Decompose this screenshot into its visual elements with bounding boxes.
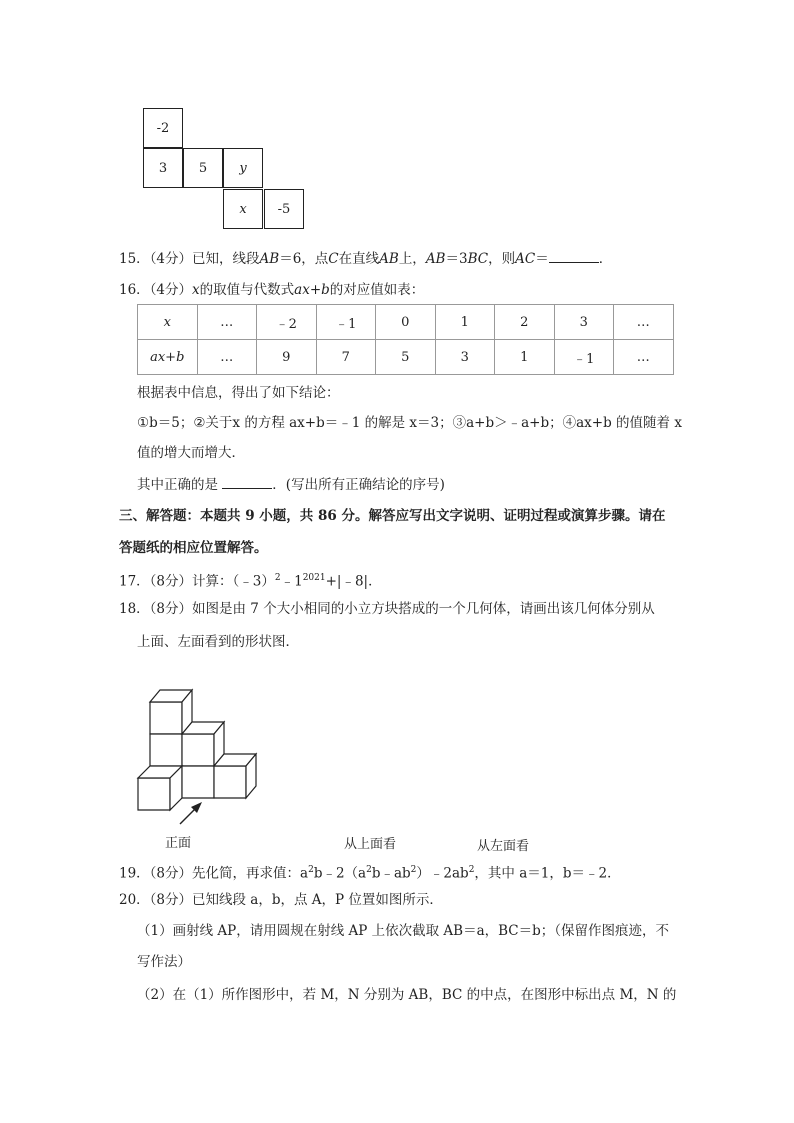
caption-front: 正面 [165,836,192,851]
question-20-part1-cont: 写作法） [137,954,191,970]
table-row: x … ﹣2 ﹣1 0 1 2 3 … [138,305,674,340]
question-16: 16．（4分）x的取值与代数式ax+b的对应值如表： [119,282,425,298]
answer-blank [222,474,272,489]
question-18: 18．（8分）如图是由 7 个大小相同的小立方块搭成的一个几何体，请画出该几何体分别从 [119,601,655,617]
caption-top-view: 从上面看 [344,837,397,852]
table-row: ax+b … 9 7 5 3 1 ﹣1 … [138,340,674,375]
question-18-cont: 上面、左面看到的形状图． [137,634,299,650]
caption-left-view: 从左面看 [477,839,530,854]
net-cell: x [223,189,263,229]
front-arrow-icon [176,798,206,828]
cube-stack-figure [130,682,270,812]
section-title-cont: 答题纸的相应位置解答。 [119,540,268,556]
net-cell: y [223,148,263,188]
answer-blank [549,248,599,263]
question-19: 19．（8分）先化简，再求值：$a^2b﹣2(a^2b﹣ab^2)﹣2ab^2$，其中 a＝1，b＝﹣2． [119,865,621,882]
value-table [137,304,674,375]
net-cell: -5 [264,189,304,229]
question-20-part1: （1）画射线 AP，请用圆规在射线 AP 上依次截取 AB＝a，BC＝b；（保留作图痕迹，不 [137,923,670,939]
net-cell: 5 [183,148,223,188]
q16-line3: 值的增大而增大． [137,445,245,461]
question-20: 20．（8分）已知线段 a，b，点 A，P 位置如图所示． [119,892,443,908]
section-title: 三、解答题：本题共 9 小题，共 86 分。解答应写出文字说明、证明过程或演算步骤。请在 [119,508,666,524]
q16-line4: 其中正确的是 ．(写出所有正确结论的序号) [137,474,445,495]
net-cell: -2 [143,108,183,148]
question-20-part2: （2）在（1）所作图形中，若 M，N 分别为 AB，BC 的中点，在图形中标出点 M，N 的 [137,987,677,1003]
net-cell: 3 [143,148,183,188]
q16-line1: 根据表中信息，得出了如下结论： [137,385,340,401]
question-17: 17．（8分）计算：$(﹣3)^2﹣1^{2021}+|﹣8|$． [119,573,382,590]
question-15: 15．（4分）已知，线段AB＝6，点C在直线AB上，AB＝3BC，则AC＝ ． [119,248,612,269]
q16-line2: ①b＝5；②关于x 的方程 ax+b＝﹣1 的解是 x＝3；③a+b＞﹣a+b；④ax+b 的值随着 x [137,415,682,431]
